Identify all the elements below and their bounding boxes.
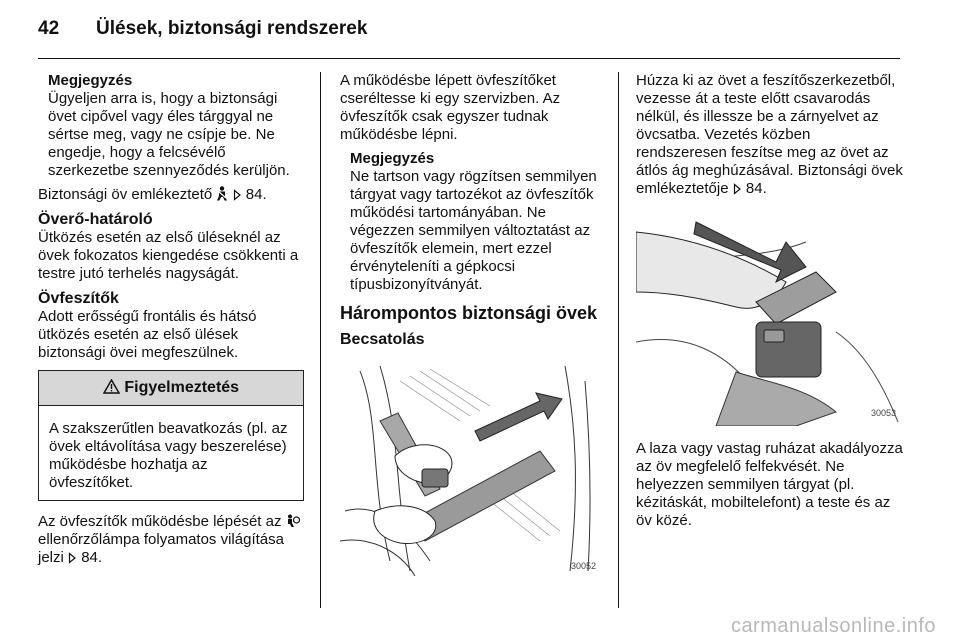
note-text: Ne tartson vagy rögzítsen semmilyen tárgyat vagy tartozékot az övfeszítők működési tartományában. Ne végezzen semmilyen változtatást az övfeszítők elemein, mert ezzel érvényteleníti a gépkocsi típusbizonyítványát. [350,168,597,293]
warning-header [39,371,303,406]
lamp-page-ref[interactable]: 84. [81,549,103,566]
page-number: 42 [38,18,60,39]
warning-triangle-icon [103,379,120,394]
replace-pretensioner-paragraph: A működésbe lépett övfeszítőket cseréltesse ki egy szervizben. Az övfeszítők csak egyszer tudnak működésbe lépni. [340,72,561,143]
page-ref-arrow-icon[interactable] [233,189,242,201]
belt-buckling-illustration [340,361,602,579]
note-title: Megjegyzés [350,150,435,167]
column-divider-2 [618,72,619,608]
warning-title: Figyelmeztetés [124,379,240,396]
note-block-2 [340,150,602,294]
watermark: carmanualsonline.info [730,615,936,637]
clothing-paragraph: A laza vagy vastag ruházat akadályozza az öv megfelelő felfekvését. Ne helyezzen semmilyen tárgyat (pl. kézitáskát, mobiltelefont) a teste és az öv közé. [636,440,903,529]
heading-belt-force-limiter: Överő-határoló [38,211,153,228]
fastening-instructions [636,72,904,198]
buckle-insertion-illustration [636,212,902,426]
note-title: Megjegyzés [48,72,133,89]
airbag-pretensioner-lamp-icon [286,514,300,528]
limiter-paragraph: Ütközés esetén az első üléseknél az övek fokozatos kiengedése csökkenti a testre jutó terhelés nagyságát. [38,229,299,282]
figure-buckle-insert [636,212,902,426]
fastening-text: Húzza ki az övet a feszítőszerkezetből, vezesse át a teste előtt csavarodás nélkül, és illessze be a zárnyelvet az övcsatba. Vezetés közben rendszeresen feszítse meg az övet az átlós ág meghúzásával. Biztonsági övek emlékeztetője [636,72,903,197]
pretensioner-paragraph: Adott erősségű frontális és hátsó ütközés esetén az első ülések biztonsági övei megfeszülnek. [38,308,257,361]
header-rule [38,58,900,59]
page-title: Ülések, biztonsági rendszerek [96,18,368,39]
seatbelt-reminder-icon [216,186,228,201]
column-1 [38,72,304,573]
column-divider-1 [320,72,321,608]
note-block [38,72,304,180]
figure-number: 30053 [870,408,896,418]
reminder-page-ref[interactable]: 84. [245,186,267,203]
page-header [38,18,367,40]
figure-number: 30052 [570,561,596,571]
lamp-text-a: Az övfeszítők működésbe lépését az [38,513,282,530]
heading-pretensioners: Övfeszítők [38,290,119,307]
lamp-text-b: ellenőrzőlámpa folyamatos világítása jelzi [38,531,284,566]
fastening-page-ref[interactable]: 84. [745,180,767,197]
warning-text: A szakszerűtlen beavatkozás (pl. az övek eltávolítása vagy beszerelése) működésbe hozhatja az övfeszítőket. [49,420,288,491]
heading-fastening: Becsatolás [340,331,425,348]
column-2 [340,72,602,579]
column-3 [636,72,904,536]
warning-box [38,370,304,501]
page-ref-arrow-icon[interactable] [733,183,742,195]
reminder-paragraph [38,186,304,204]
lamp-paragraph [38,513,304,567]
reminder-text: Biztonsági öv emlékeztető [38,186,213,203]
heading-three-point-belts: Hárompontos biztonsági övek [340,303,598,323]
figure-fastening-belt [340,361,602,579]
note-text: Ügyeljen arra is, hogy a biztonsági övet cipővel vagy éles tárggyal ne sértse meg, vagy ne csípje be. Ne engedje, hogy a felcsévélő szerkezetbe szennyeződés kerüljön. [48,90,290,179]
page-ref-arrow-icon[interactable] [68,552,77,564]
